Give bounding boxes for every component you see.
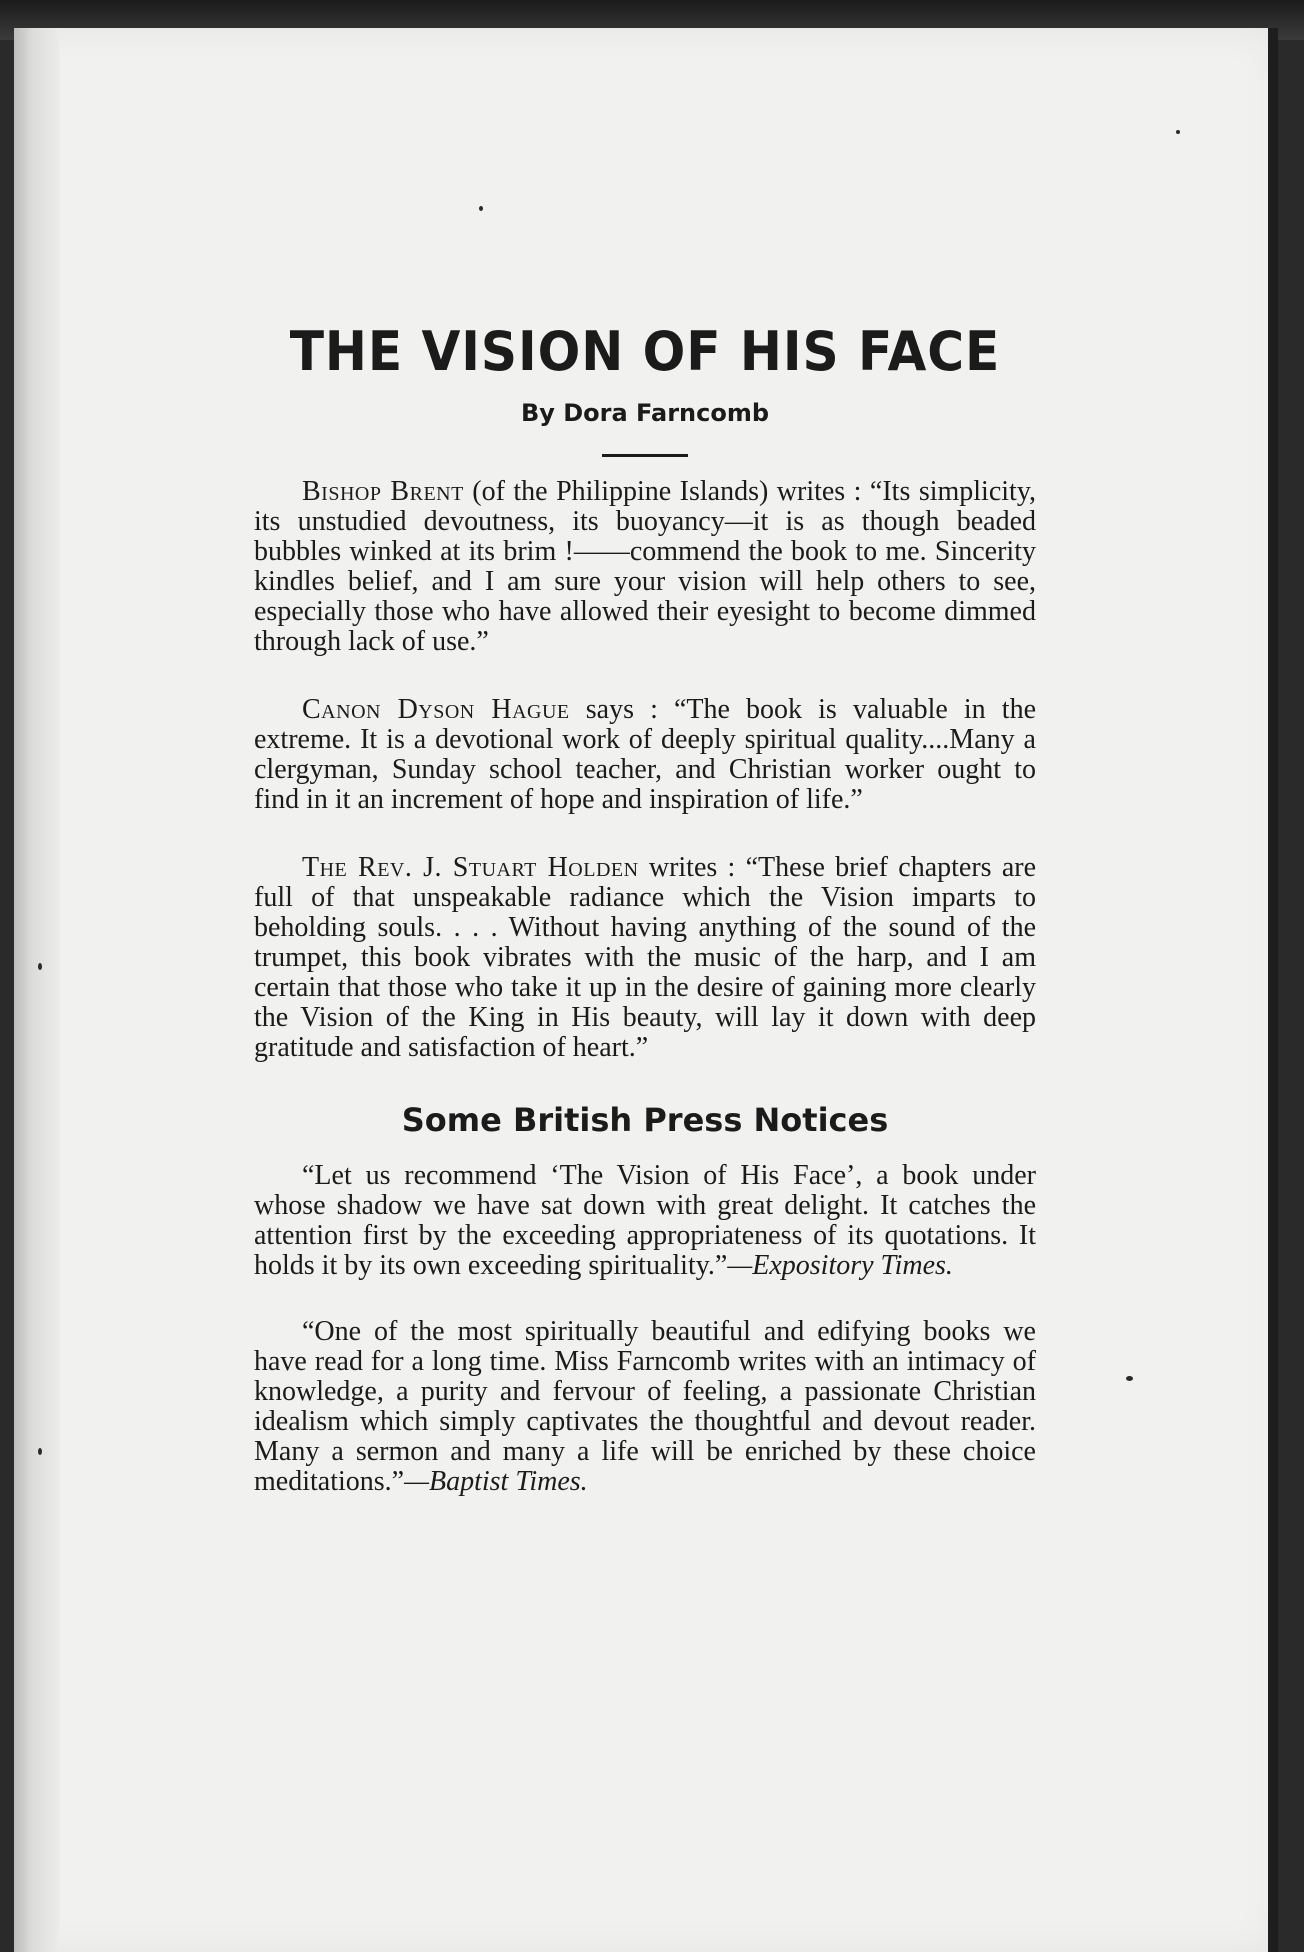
scan-right-border <box>1268 28 1278 1952</box>
scan-speck <box>1176 130 1180 134</box>
press-notice <box>254 1317 1036 1497</box>
scan-speck <box>1126 1376 1133 1381</box>
page-content <box>254 320 1036 1533</box>
title-rule <box>602 454 688 457</box>
testimonial-intro: writes : <box>638 851 746 883</box>
testimonial-speaker: Bishop Brent <box>302 475 464 507</box>
page-spine-shadow <box>14 28 60 1952</box>
scan-speck <box>479 206 483 211</box>
press-notice-source: —Baptist Times. <box>404 1465 588 1497</box>
testimonial-intro: says : <box>569 693 674 725</box>
testimonial-quote: “The book is valuable in the extreme. It is a devotional work of deeply spiritual quality....Many a clergyman, Sunday school teacher, and Christian worker ought to find in it an increment of hope and inspiration of life.” <box>254 693 1037 815</box>
testimonial-intro: (of the Philippine Islands) writes : <box>463 475 870 507</box>
page-title: THE VISION OF HIS FACE <box>289 320 1001 383</box>
testimonial-paragraph <box>254 695 1036 815</box>
testimonial-speaker: Canon Dyson Hague <box>302 693 570 725</box>
testimonial-paragraph <box>254 477 1036 657</box>
press-notice <box>254 1161 1036 1281</box>
press-notices-heading: Some British Press Notices <box>401 1100 889 1139</box>
testimonial-quote: “These brief chapters are full of that unspeakable radiance which the Vision imparts to beholding souls. . . . Without having anything of the sound of the trumpet, this book vibrates with the music of the harp, and I am certain that those who take it up in the desire of gaining more clearly the Vision of the King in His beauty, will lay it down with deep gratitude and satisfaction of heart.” <box>254 851 1036 1063</box>
scan-speck <box>38 1448 42 1455</box>
press-notice-quote: “Let us recommend ‘The Vision of His Face’, a book under whose shadow we have sat down with great delight. It catches the attention first by the exceeding appropriateness of its quotations. It holds it by its own exceeding spirituality.” <box>254 1159 1036 1281</box>
press-notice-quote: “One of the most spiritually beautiful and edifying books we have read for a long time. Miss Farncomb writes with an intimacy of knowledge, a purity and fervour of feeling, a passionate Christian idealism which simply captivates the thoughtful and devout reader. Many a sermon and many a life will be enriched by these choice meditations.” <box>254 1315 1036 1497</box>
press-notice-source: —Expository Times. <box>727 1249 953 1281</box>
testimonial-paragraph <box>254 853 1036 1063</box>
testimonial-speaker: The Rev. J. Stuart Holden <box>302 851 639 883</box>
testimonial-quote: “Its simplicity, its unstudied devoutness, its buoyancy—it is as though beaded bubbles winked at its brim !——commend the book to me. Sincerity kindles belief, and I am sure your vision will help others to see, especially those who have allowed their eyesight to become dimmed through lack of use.” <box>254 475 1036 657</box>
author-byline: By Dora Farncomb <box>520 398 770 427</box>
scan-speck <box>38 963 42 970</box>
